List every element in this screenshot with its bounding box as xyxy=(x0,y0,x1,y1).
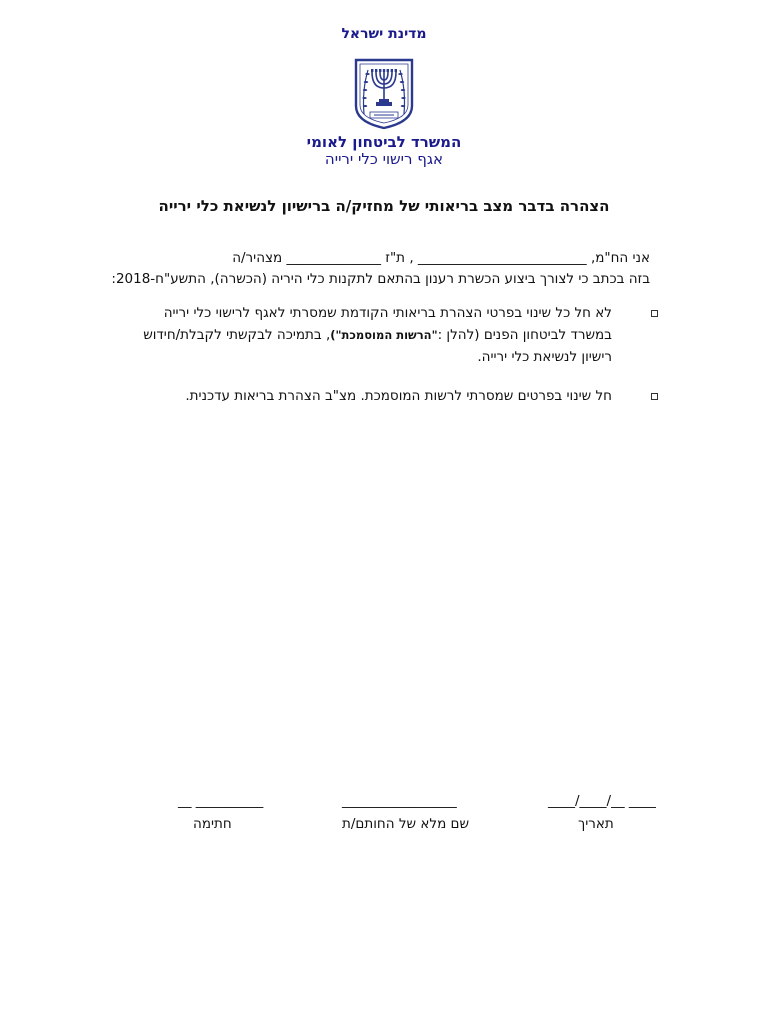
option-no-change-text xyxy=(142,302,612,368)
division-name: אגף רישוי כלי ירייה xyxy=(324,150,444,168)
checkbox-icon[interactable] xyxy=(651,310,658,317)
option-no-change-text-a: לא חל כל שינוי בפרטי הצהרת בריאותי הקודמת שמסרתי לאגף לרישוי כלי ירייה במשרד לביטחון הפנים (להלן : xyxy=(163,305,612,343)
name-line: _________________ xyxy=(342,793,457,809)
signature-line: __ __________ xyxy=(178,793,264,809)
option-no-change-text-b: , בתמיכה לבקשתי לקבלת/חידוש רישיון לנשיאת כלי ירייה. xyxy=(143,327,612,365)
option-no-change[interactable] xyxy=(98,302,658,368)
intro-line-1: אני הח"מ, _________________________ , ת"ז ______________ מצהיר/ה xyxy=(232,250,650,266)
signature-label: חתימה xyxy=(193,816,232,832)
state-name: מדינת ישראל xyxy=(341,26,427,42)
intro-line-2: בזה בכתב כי לצורך ביצוע הכשרת רענון בהתאם לתקנות כלי היריה (הכשרה), התשע"ח-2018: xyxy=(111,271,650,287)
option-change[interactable] xyxy=(98,385,658,407)
emblem-of-israel-icon xyxy=(352,56,416,130)
document-title: הצהרה בדבר מצב בריאותי של מחזיק/ה ברישיון לנשיאת כלי ירייה xyxy=(158,197,610,215)
date-line: ____/____/__ ____ xyxy=(548,793,656,809)
name-label: שם מלא של החותם/ת xyxy=(342,816,470,832)
option-no-change-bold: "הרשות המוסמכת") xyxy=(330,328,438,342)
option-change-text: חל שינוי בפרטים שמסרתי לרשות המוסמכת. מצ"ב הצהרת בריאות עדכנית. xyxy=(185,388,612,404)
date-label: תאריך xyxy=(578,816,614,832)
checkbox-icon[interactable] xyxy=(651,393,658,400)
ministry-name: המשרד לביטחון לאומי xyxy=(306,133,462,151)
